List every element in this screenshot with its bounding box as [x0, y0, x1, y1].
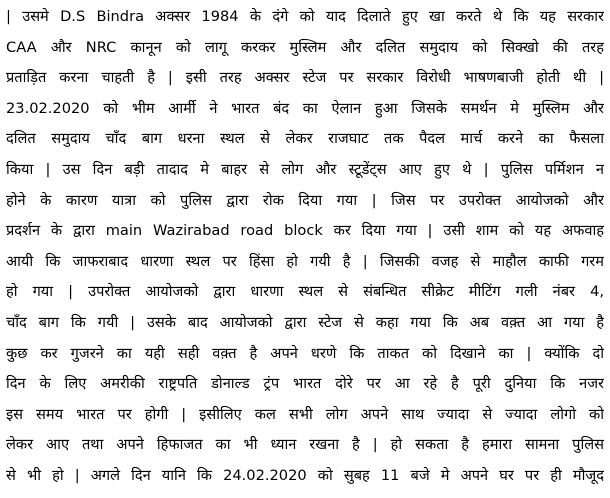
text-line: कुछ कर गुजरने का यही सही वक़्त है अपने धरणे कि ताकत को दिखाने का | क्योंकि दो [6, 344, 604, 362]
text-line: हो गया | उपरोक्त आयोजको द्वारा धारणा स्थल से संबन्धित सीक्रेट मीटिंग गली नंबर 4, [6, 283, 604, 301]
text-line: | उसमे D.S Bindra अक्सर 1984 के दंगे को याद दिलाते हुए खा करते थे कि यह सरकार [6, 8, 604, 25]
text-line: किया | उस दिन बड़ी तादाद मे बाहर से लोग और स्टूडेंट्स आए हुए थे | पुलिस पर्मिशन न [6, 160, 604, 178]
text-line: प्रदर्शन के द्वारा main Wazirabad road block कर दिया गया | उसी शाम को यह अफवाह [6, 222, 604, 240]
document-text [6, 2, 604, 492]
text-line: दलित समुदाय चाँद बाग धरना स्थल से लेकर राजघाट तक पैदल मार्च करने का फैसला [6, 130, 604, 148]
text-line: से भी हो | अगले दिन यानि कि 24.02.2020 को सुबह 11 बजे मे अपने घर पर ही मौजूद [6, 466, 604, 484]
text-line: CAA और NRC कानून को लागू करकर मुस्लिम और दलित समुदाय को सिक्खो की तरह [6, 38, 604, 56]
text-line: 23.02.2020 को भीम आर्मी ने भारत बंद का ऐलान हुआ जिसके समर्थन मे मुस्लिम और [6, 99, 604, 117]
text-line: होने के कारण यात्रा को पुलिस द्वारा रोक दिया गया | जिस पर उपरोक्त आयोजको और [6, 191, 604, 209]
text-line: इस समय भारत पर होगी | इसीलिए कल सभी लोग अपने साथ ज्यादा से ज्यादा लोगो को [6, 405, 604, 423]
text-line: चाँद बाग कि गयी | उसके बाद आयोजको द्वारा स्टेज से कहा गया कि अब वक़्त आ गया है [6, 313, 604, 331]
text-line: प्रताड़ित करना चाहती है | इसी तरह अक्सर स्टेज पर सरकार विरोधी भाषणबाजी होती थी | [6, 69, 604, 87]
text-line: आयी कि जाफराबाद धारणा स्थल पर हिंसा हो गयी है | जिसकी वजह से माहौल काफी गरम [6, 252, 604, 270]
text-line: लेकर आए तथा अपने हिफाजत का भी ध्यान रखना है | हो सकता है हमारा सामना पुलिस [6, 436, 604, 454]
text-line: दिन के लिए अमरीकी राष्ट्रपति डोनाल्ड ट्रंप भारत दोरे पर आ रहे है पूरी दुनिया कि नजर [6, 375, 604, 393]
